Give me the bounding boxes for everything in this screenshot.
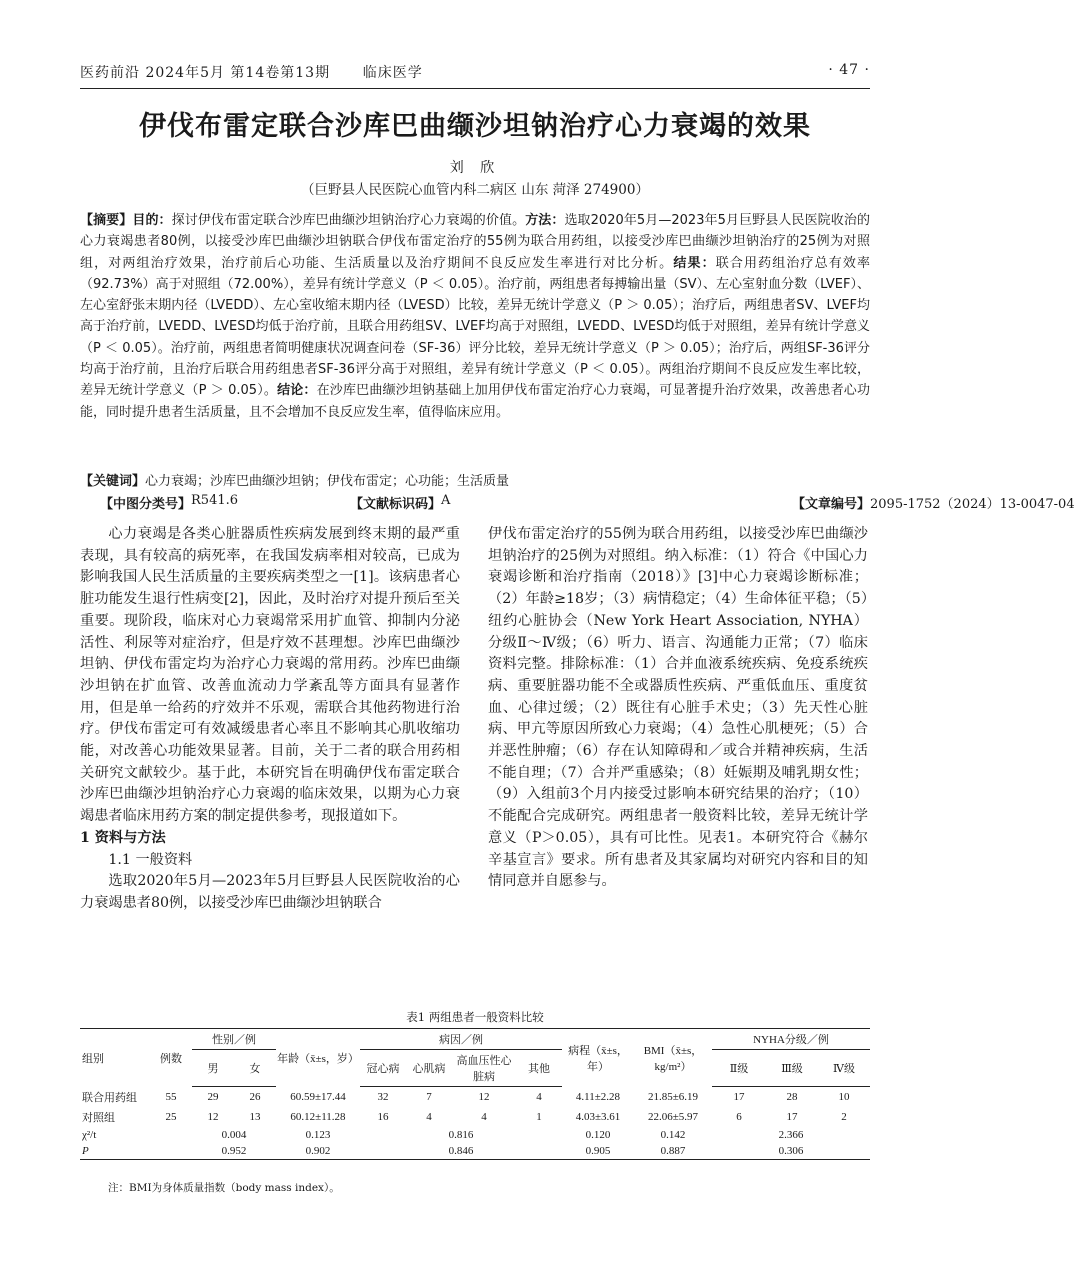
- col-cases: 例数: [150, 1029, 192, 1087]
- general-data-paragraph: 选取2020年5月—2023年5月巨野县人民医院收治的心力衰竭患者80例，以接受沙库巴曲缬沙坦钠联合: [80, 873, 460, 911]
- intro-paragraph: 心力衰竭是各类心脏器质性疾病发展到终末期的最严重表现，具有较高的病死率，在我国发病率相对较高，已成为影响我国人民生活质量的主要疾病类型之一[1]。该病患者心脏功能发生退行性病变[2]，因此，及时治疗对提升预后至关重要。现阶段，临床对心力衰竭常采用扩血管、抑制内分泌活性、利尿等对症治疗，但是疗效不甚理想。沙库巴曲缬沙坦钠、伊伐布雷定均为治疗心力衰竭的常用药。沙库巴曲缬沙坦钠在扩血管、改善血流动力学紊乱等方面具有显著作用，但是单一给药的疗效并不乐观，需联合其他药物进行治疗。伊伐布雷定可有效减缓患者心率且不影响其心肌收缩功能，对改善心功能效果显著。目前，关于二者的联合用药相关研究文献较少。基于此，本研究旨在明确伊伐布雷定联合沙库巴曲缬沙坦钠治疗心力衰竭的临床效果，以期为心力衰竭患者临床用药方案的制定提供参考，现报道如下。: [80, 526, 460, 825]
- col-other: 其他: [516, 1050, 562, 1087]
- right-column: [488, 524, 868, 893]
- running-header: [80, 62, 870, 88]
- col-bmi: BMI（x̄±s，kg/m²）: [634, 1029, 712, 1087]
- subsection-heading: 1.1 一般资料: [108, 851, 193, 868]
- col-cause: 病因／例: [360, 1029, 562, 1050]
- col-htn: 高血压性心脏病: [452, 1050, 516, 1087]
- author: 刘 欣: [449, 160, 501, 176]
- col-age: 年龄（x̄±s，岁）: [276, 1029, 360, 1087]
- baseline-table: [80, 1028, 870, 1160]
- keywords: 【关键词】心力衰竭；沙库巴曲缬沙坦钠；伊伐布雷定；心功能；生活质量: [80, 474, 510, 489]
- doc-code: 【文献标识码】 A: [350, 493, 451, 512]
- classification-line: [80, 493, 1075, 513]
- table-title: 表1 两组患者一般资料比较: [406, 1010, 544, 1024]
- table-row: 对照组 25 12 13 60.12±11.28 16 4 4 1 4.03±3.61 22.06±5.97 6 17 2: [82, 1110, 847, 1124]
- table-row-p: P 0.952 0.902 0.846 0.905 0.887 0.306: [80, 1143, 870, 1160]
- section-heading: 1 资料与方法: [80, 829, 166, 846]
- table-note: 注：BMI为身体质量指数（body mass index）。: [108, 1182, 340, 1194]
- left-column: [80, 524, 460, 915]
- column-name: 临床医学: [362, 65, 423, 81]
- header-rule: [80, 88, 870, 89]
- col-sex: 性别／例: [192, 1029, 276, 1050]
- col-n3: Ⅲ级: [766, 1050, 818, 1087]
- col-cm: 心肌病: [406, 1050, 452, 1087]
- col-n4: Ⅳ级: [818, 1050, 870, 1087]
- article-number: 【文章编号】 2095-1752（2024）13-0047-04: [791, 497, 1075, 512]
- page-number: · 47 ·: [828, 62, 870, 78]
- article-title: 伊伐布雷定联合沙库巴曲缬沙坦钠治疗心力衰竭的效果: [139, 111, 811, 142]
- journal-info: 医药前沿 2024年5月 第14卷第13期 临床医学: [80, 65, 423, 81]
- col-group: 组别: [80, 1029, 150, 1087]
- table-row-stat: χ²/t 0.004 0.123 0.816 0.120 0.142 2.366: [82, 1128, 804, 1141]
- abstract: 【摘要】目的：探讨伊伐布雷定联合沙库巴曲缬沙坦钠治疗心力衰竭的价值。方法：选取2020年5月—2023年5月巨野县人民医院收治的心力衰竭患者80例，以接受沙库巴曲缬沙坦钠联合伊伐布雷定治疗的55例为联合用药组，以接受沙库巴曲缬沙坦钠治疗的25例为对照组，对两组治疗效果，治疗前后心功能、生活质量以及治疗期间不良反应发生率进行对比分析。结果：联合用药组治疗总有效率（92.73%）高于对照组（72.00%），差异有统计学意义（P ＜ 0.05）。治疗前，两组患者每搏输出量（SV）、左心室射血分数（LVEF）、左心室舒张末期内径（LVEDD）、左心室收缩末期内径（LVESD）比较，差异无统计学意义（P ＞ 0.05）；治疗后，两组患者SV、LVEF均高于治疗前，LVEDD、LVESD均低于治疗前，且联合用药组SV、LVEF均高于对照组，LVEDD、LVESD均低于对照组，差异有统计学意义（P ＜ 0.05）。治疗前，两组患者简明健康状况调查问卷（SF-36）评分比较，差异无统计学意义（P ＞ 0.05）；治疗后，两组SF-36评分均高于治疗前，且治疗后联合用药组患者SF-36评分高于对照组，差异有统计学意义（P ＜ 0.05）。两组治疗期间不良反应发生率比较，差异无统计学意义（P ＞ 0.05）。结论：在沙库巴曲缬沙坦钠基础上加用伊伐布雷定治疗心力衰竭，可显著提升治疗效果，改善患者心功能，同时提升患者生活质量，且不会增加不良反应发生率，值得临床应用。: [80, 213, 870, 420]
- col-male: 男: [192, 1050, 234, 1087]
- table-row: 联合用药组 55 29 26 60.59±17.44 32 7 12 4 4.11±2.28 21.85±6.19 17 28 10: [82, 1090, 850, 1104]
- general-data-continued: 伊伐布雷定治疗的55例为联合用药组，以接受沙库巴曲缬沙坦钠治疗的25例为对照组。纳入标准：（1）符合《中国心力衰竭诊断和治疗指南（2018）》[3]中心力衰竭诊断标准；（2）年龄≥18岁；（3）病情稳定；（4）生命体征平稳；（5）纽约心脏协会（New York Heart Association, NYHA）分级Ⅱ～Ⅳ级；（6）听力、语言、沟通能力正常；（7）临床资料完整。排除标准：（1）合并血液系统疾病、免疫系统疾病、重要脏器功能不全或器质性疾病、严重低血压、重度贫血、心律过缓；（2）既往有心脏手术史；（3）先天性心脏病、甲亢等原因所致心力衰竭；（4）急性心肌梗死；（5）合并恶性肿瘤；（6）存在认知障碍和／或合并精神疾病，生活不能自理；（7）合并严重感染；（8）妊娠期及哺乳期女性；（9）入组前3个月内接受过影响本研究结果的治疗；（10）不能配合完成研究。两组患者一般资料比较，差异无统计学意义（P＞0.05），具有可比性。见表1。本研究符合《赫尔辛基宣言》要求。所有患者及其家属均对研究内容和目的知情同意并自愿参与。: [488, 526, 868, 890]
- col-nyha: NYHA分级／例: [712, 1029, 870, 1050]
- col-course: 病程（x̄±s，年）: [562, 1029, 634, 1087]
- clc-code: 【中图分类号】 R541.6: [100, 493, 239, 512]
- col-n2: Ⅱ级: [712, 1050, 766, 1087]
- col-female: 女: [234, 1050, 276, 1087]
- col-chd: 冠心病: [360, 1050, 406, 1087]
- affiliation: （巨野县人民医院心血管内科二病区 山东 菏泽 274900）: [301, 182, 649, 198]
